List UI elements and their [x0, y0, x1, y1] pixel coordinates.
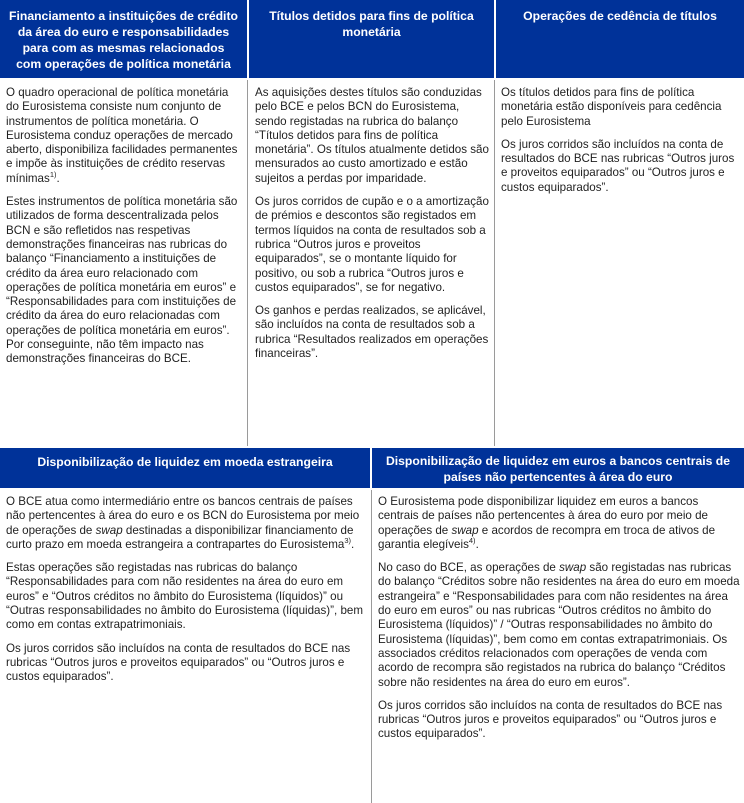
footnote-ref: 1) — [49, 169, 57, 179]
paragraph: Os juros corridos são incluídos na conta de resultados do BCE nas rubricas “Outros juros e proveitos equiparados” ou “Outros juros e custos equiparados”. — [6, 641, 351, 684]
header-liquidez-euros — [372, 448, 744, 488]
column-financiamento — [6, 86, 244, 376]
paragraph: Os juros corridos são incluídos na conta de resultados do BCE nas rubricas “Outros juros e proveitos equiparados” ou “Outros juros e custos equiparados”. — [378, 698, 723, 741]
column-titulos — [255, 86, 489, 370]
footnote-ref: 3) — [344, 536, 351, 546]
header-line: países não pertencentes à área do euro — [443, 470, 673, 484]
paragraph: As aquisições destes títulos são conduzidas pelo BCE e pelos BCN do Eurosistema, sendo registadas na rubrica do balanço “Títulos detidos para fins de política monetária”. Os títulos atualmente detidos são mensurados ao custo amortizado e estão sujeitos a perdas por imparidade. — [255, 86, 489, 185]
column-liquidez-euros — [378, 495, 740, 751]
paragraph: Estes instrumentos de política monetária são utilizados de forma descentralizada pelos BCN e são refletidos nas respetivas demonstrações financeiras nas rubricas do balanço “Financiamento a instituições de crédito da área euro relacionado com operações de política monetária em euros” e “Responsabilidades para com instituições de crédito da área do euro relacionadas com operações de política monetária em euros”. Por conseguinte, não têm impacto nas demonstrações financeiras do BCE. — [6, 195, 238, 366]
header-financiamento — [0, 0, 247, 78]
paragraph: O quadro operacional de política monetária do Eurosistema consiste num conjunto de instrumentos de política monetária. O Eurosistema conduz operações de mercado aberto, disponibiliza facilidades permanentes e impõe às instituições de crédito reservas mínimas$^{1)}$. — [6, 86, 238, 185]
paragraph: Os juros corridos de cupão e o a amortização de prémios e descontos são registados em termos líquidos na conta de resultados sob a rubrica “Outros juros e proveitos equiparados”, se o montante líquido for positivo, ou sob a rubrica “Outros juros e custos equiparados”, se for negativo. — [255, 195, 489, 294]
header-line: Disponibilização de liquidez em moeda estrangeira — [37, 455, 333, 469]
paragraph: O BCE atua como intermediário entre os bancos centrais de países não pertencentes à área do euro e os BCN do Eurosistema por meio de operações de swap destinadas a disponibilizar financiamento de curto prazo em moeda estrangeira a contrapartes do Eurosistema$^{3)}$. — [6, 495, 360, 551]
paragraph: Os juros corridos são incluídos na conta de resultados do BCE nas rubricas “Outros juros e proveitos equiparados” ou “Outros juros e custos equiparados”. — [501, 137, 735, 194]
paragraph: No caso do BCE, as operações de swap são registadas nas rubricas do balanço “Créditos sobre não residentes na área do euro em moeda estrangeira” e “Responsabilidades para com não residentes na área do euro em euros” ou nas rubricas “Outros créditos no âmbito do Eurosistema (líquidos)” / “Outras responsabilidades no âmbito do Eurosistema (líquidas)”, bem como em contas extrapatrimoniais. Os associados créditos relacionados com operações de venda com acordo de recompra são registados na rubrica do balanço “Créditos sobre não residentes na área do euro em euros”. — [378, 561, 740, 689]
paragraph: Estas operações são registadas nas rubricas do balanço “Responsabilidades para com não residentes na área do euro em euros” e “Outros créditos no âmbito do Eurosistema (líquidos)” ou “Outras responsabilidades no âmbito do Eurosistema (líquidas)”, bem como em contas extrapatrimoniais. — [6, 561, 364, 632]
paragraph: O Eurosistema pode disponibilizar liquidez em euros a bancos centrais de países não pertencentes à área do euro por meio de operações de swap e acordos de recompra em troca de ativos de garantia elegíveis$^{4)}$. — [378, 495, 716, 551]
header-line: Títulos detidos para fins de política — [269, 9, 474, 23]
header-line: Disponibilização de liquidez em euros a bancos centrais de — [385, 454, 731, 468]
column-cedencia — [501, 86, 739, 204]
column-divider — [371, 490, 372, 803]
footnote-ref: 4) — [468, 536, 476, 546]
header-line: Financiamento a instituições de crédito — [9, 9, 238, 23]
paragraph: Os ganhos e perdas realizados, se aplicável, são incluídos na conta de resultados sob a rubrica “Resultados realizados em operações financeiras”. — [255, 304, 489, 361]
paragraph: Os títulos detidos para fins de política monetária estão disponíveis para cedência pelo Eurosistema — [501, 86, 722, 128]
header-line: com operações de política monetária — [16, 57, 231, 71]
column-liquidez-moeda-estrangeira — [6, 495, 366, 694]
column-divider — [494, 80, 495, 446]
column-divider — [247, 80, 248, 446]
header-line: monetária — [342, 25, 401, 39]
header-line: Operações de cedência de títulos — [523, 9, 717, 23]
header-titulos — [249, 0, 494, 78]
header-line: para com as mesmas relacionados — [22, 41, 225, 55]
header-cedencia — [496, 0, 744, 78]
header-line: da área do euro e responsabilidades — [17, 25, 230, 39]
header-liquidez-moeda-estrangeira — [0, 448, 370, 488]
